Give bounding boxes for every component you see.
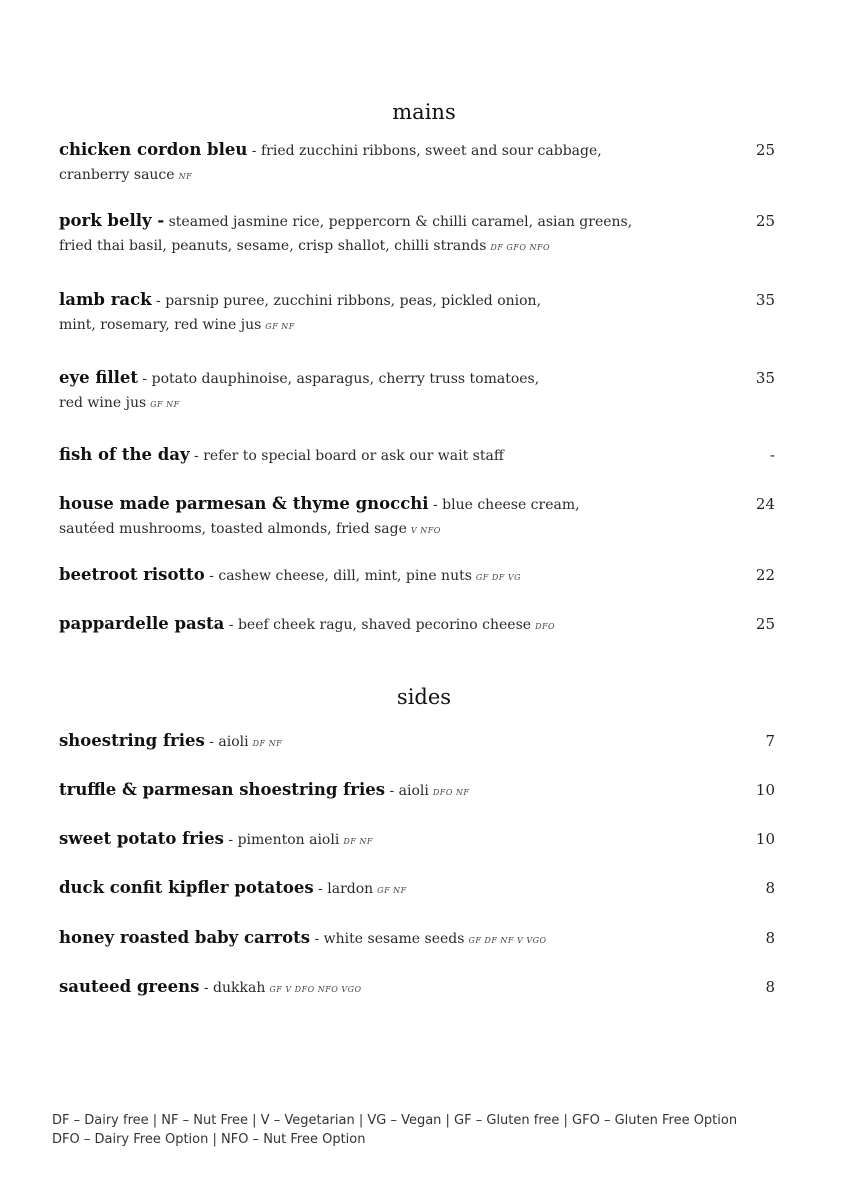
item-description: - beef cheek ragu, shaved pecorino cheese (224, 617, 532, 633)
item-name: sweet potato fries (59, 829, 224, 848)
item-line-1 (59, 366, 789, 391)
item-line-2 (59, 517, 789, 543)
item-name: truffle & parmesan shoestring fries (59, 780, 386, 799)
dietary-tags: DFO (535, 622, 556, 631)
item-name: sauteed greens (59, 977, 200, 996)
item-price: 10 (755, 830, 775, 848)
item-price: 35 (755, 369, 775, 387)
dietary-tags: GF NF (150, 400, 180, 409)
item-description: - aioli (385, 783, 429, 799)
sides-title: sides (396, 685, 452, 709)
item-price: 8 (765, 978, 775, 996)
item-price: - (769, 446, 775, 464)
menu-item (59, 729, 789, 756)
item-line-1 (59, 729, 789, 756)
item-description: - white sesame seeds (310, 931, 465, 947)
menu-item (59, 366, 789, 417)
item-description: - blue cheese cream, (428, 497, 580, 513)
item-description: - cashew cheese, dill, mint, pine nuts (204, 568, 472, 584)
item-line-1 (59, 612, 789, 639)
item-description: - parsnip puree, zucchini ribbons, peas, pickled onion, (151, 293, 542, 309)
item-price: 7 (765, 732, 775, 750)
menu-item (59, 443, 789, 468)
item-description: - pimenton aioli (223, 832, 340, 848)
item-price: 25 (755, 212, 775, 230)
item-name: pappardelle pasta (59, 614, 225, 633)
dietary-tags: GF NF (377, 886, 407, 895)
item-price: 25 (755, 615, 775, 633)
item-description-cont: cranberry sauce (59, 167, 175, 183)
item-line-1 (59, 876, 789, 903)
legend-line-1: DF – Dairy free | NF – Nut Free | V – Vegetarian | VG – Vegan | GF – Gluten free | GFO – Gluten Free Option (52, 1113, 738, 1128)
item-description: - lardon (313, 881, 374, 897)
item-price: 24 (755, 495, 775, 513)
dietary-tags: GF DF NF V VGO (468, 936, 547, 945)
item-description-cont: mint, rosemary, red wine jus (59, 317, 262, 333)
item-name: lamb rack (59, 290, 152, 309)
item-description: - fried zucchini ribbons, sweet and sour cabbage, (247, 143, 602, 159)
item-description: - refer to special board or ask our wait staff (189, 448, 504, 464)
item-line-2 (59, 234, 789, 260)
menu-item (59, 827, 789, 854)
dietary-tags: NF (178, 172, 193, 181)
item-line-1 (59, 209, 789, 234)
item-line-1 (59, 926, 789, 953)
dietary-tags: V NFO (410, 526, 441, 535)
item-line-1 (59, 975, 789, 1002)
menu-item (59, 926, 789, 953)
item-line-1 (59, 492, 789, 517)
item-line-1 (59, 778, 789, 805)
item-name: beetroot risotto (59, 565, 205, 584)
dietary-tags: DF NF (252, 739, 283, 748)
menu-item (59, 975, 789, 1002)
item-price: 25 (755, 141, 775, 159)
item-line-1 (59, 138, 789, 163)
dietary-legend (52, 1111, 812, 1149)
item-name: fish of the day (59, 445, 190, 464)
item-description: - potato dauphinoise, asparagus, cherry truss tomatoes, (137, 371, 540, 387)
item-description: - aioli (204, 734, 249, 750)
dietary-tags: GF V DFO NFO VGO (269, 985, 362, 994)
item-name: chicken cordon bleu (59, 140, 248, 159)
dietary-tags: GF NF (265, 322, 295, 331)
menu-item (59, 138, 789, 189)
menu-item (59, 778, 789, 805)
dietary-tags: GF DF VG (475, 573, 522, 582)
item-line-2 (59, 391, 789, 417)
menu-item (59, 492, 789, 543)
legend-line-2: DFO – Dairy Free Option | NFO – Nut Free Option (52, 1132, 366, 1147)
item-line-1 (59, 288, 789, 313)
item-description-cont: red wine jus (59, 395, 147, 411)
item-name: honey roasted baby carrots (59, 928, 311, 947)
item-price: 22 (755, 566, 775, 584)
mains-title: mains (392, 100, 456, 124)
menu-item (59, 612, 789, 639)
item-description-cont: sautéed mushrooms, toasted almonds, fried sage (59, 521, 407, 537)
item-name: duck confit kipfler potatoes (59, 878, 314, 897)
item-line-1 (59, 563, 789, 590)
item-name: eye fillet (59, 368, 138, 387)
menu-item (59, 563, 789, 590)
item-line-1 (59, 443, 789, 468)
menu-item (59, 209, 789, 260)
item-name: house made parmesan & thyme gnocchi (59, 494, 429, 513)
item-description: - dukkah (199, 980, 266, 996)
menu-item (59, 876, 789, 903)
item-line-1 (59, 827, 789, 854)
dietary-tags: DFO NF (432, 788, 470, 797)
item-line-2 (59, 313, 789, 339)
item-description-cont: fried thai basil, peanuts, sesame, crisp shallot, chilli strands (59, 238, 487, 254)
dietary-tags: DF GFO NFO (490, 243, 551, 252)
item-price: 10 (755, 781, 775, 799)
item-price: 8 (765, 929, 775, 947)
item-price: 35 (755, 291, 775, 309)
item-name: shoestring fries (59, 731, 205, 750)
item-description: steamed jasmine rice, peppercorn & chilli caramel, asian greens, (164, 214, 633, 230)
menu-item (59, 288, 789, 339)
item-name: pork belly - (59, 211, 165, 230)
item-price: 8 (765, 879, 775, 897)
item-line-2 (59, 163, 789, 189)
dietary-tags: DF NF (343, 837, 373, 846)
